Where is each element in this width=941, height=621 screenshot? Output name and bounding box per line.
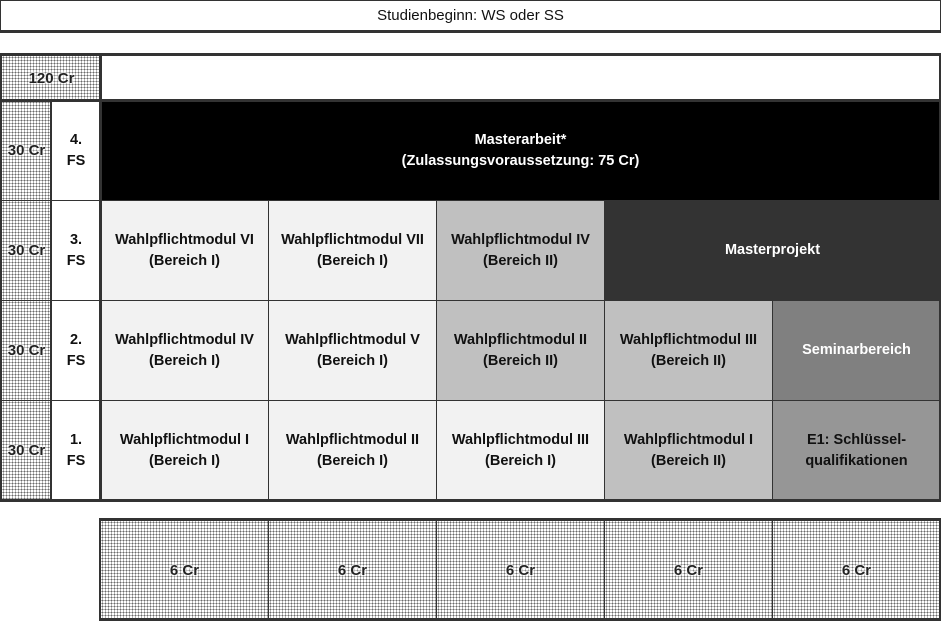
semester-credits-1: 30 Cr: [2, 401, 51, 500]
grid-line: [772, 520, 773, 619]
total-credits-bar: [101, 56, 940, 100]
column-credits-5: 6 Cr: [773, 521, 940, 619]
column-credits-4: 6 Cr: [605, 521, 772, 619]
semester-credits-3: 30 Cr: [2, 201, 51, 300]
module-wp2-bereich2: Wahlpflichtmodul II (Bereich II): [437, 301, 604, 400]
grid-line: [50, 100, 52, 500]
study-start-title: Studienbeginn: WS oder SS: [377, 7, 564, 24]
grid-line: [0, 400, 941, 401]
study-start-header: [0, 0, 941, 33]
module-wp6-bereich1: Wahlpflichtmodul VI (Bereich I): [101, 201, 268, 300]
grid-line: [99, 54, 102, 501]
module-wp1-bereich2: Wahlpflichtmodul I (Bereich II): [605, 401, 772, 500]
semester-label-3: 3. FS: [52, 201, 100, 300]
grid-line: [0, 99, 941, 102]
module-wp4-bereich1: Wahlpflichtmodul IV (Bereich I): [101, 301, 268, 400]
semester-label-2: 2. FS: [52, 301, 100, 400]
column-credits-2: 6 Cr: [269, 521, 436, 619]
module-wp4-bereich2: Wahlpflichtmodul IV (Bereich II): [437, 201, 604, 300]
grid-line: [99, 518, 101, 621]
e1-schluesselqualifikationen-cell: E1: Schlüssel- qualifikationen: [773, 401, 940, 500]
grid-line: [268, 201, 269, 500]
module-wp7-bereich1: Wahlpflichtmodul VII (Bereich I): [269, 201, 436, 300]
grid-line: [604, 520, 605, 619]
grid-line: [772, 301, 773, 500]
masterarbeit-cell: Masterarbeit* (Zulassungsvoraussetzung: 75 Cr): [101, 101, 940, 200]
grid-line: [436, 520, 437, 619]
masterprojekt-cell: Masterprojekt: [605, 201, 940, 300]
semester-credits-4: 30 Cr: [2, 101, 51, 200]
grid-line: [99, 518, 941, 521]
total-credits-cell: 120 Cr: [2, 56, 101, 100]
module-wp5-bereich1: Wahlpflichtmodul V (Bereich I): [269, 301, 436, 400]
column-credits-3: 6 Cr: [437, 521, 604, 619]
grid-line: [0, 300, 941, 301]
column-credits-1: 6 Cr: [101, 521, 268, 619]
module-wp3-bereich2: Wahlpflichtmodul III (Bereich II): [605, 301, 772, 400]
grid-line: [0, 499, 941, 502]
semester-credits-2: 30 Cr: [2, 301, 51, 400]
grid-line: [0, 53, 941, 56]
module-wp3-bereich1: Wahlpflichtmodul III (Bereich I): [437, 401, 604, 500]
grid-line: [436, 201, 437, 500]
module-wp2-bereich1: Wahlpflichtmodul II (Bereich I): [269, 401, 436, 500]
grid-line: [0, 200, 941, 201]
grid-line: [0, 53, 2, 502]
semester-label-4: 4. FS: [52, 101, 100, 200]
module-wp1-bereich1: Wahlpflichtmodul I (Bereich I): [101, 401, 268, 500]
grid-line: [268, 520, 269, 619]
semester-label-1: 1. FS: [52, 401, 100, 500]
seminarbereich-cell: Seminarbereich: [773, 301, 940, 400]
grid-line: [604, 201, 605, 500]
